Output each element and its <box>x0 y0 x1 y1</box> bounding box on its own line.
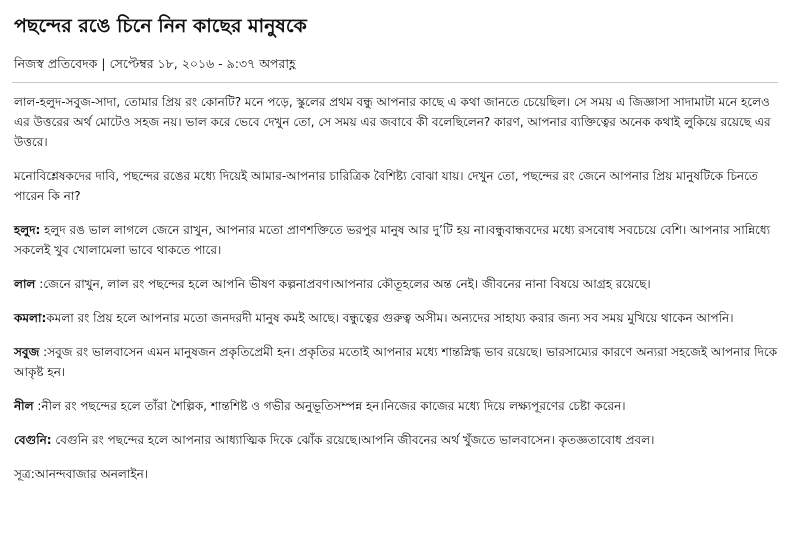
color-label-purple: বেগুনি: <box>14 433 52 447</box>
paragraph-text: :নীল রং পছন্দের হলে তাঁরা শৈল্পিক, শান্তশিষ্ট ও গভীর অনুভূতিসম্পন্ন হন।নিজের কাজের মধ্যে দিয়ে লক্ষ্যপূরণের চেষ্টা করেন। <box>33 399 626 413</box>
color-paragraph-blue <box>14 396 786 416</box>
color-paragraph-green <box>14 342 786 382</box>
article-title: পছন্দের রঙে চিনে নিন কাছের মানুষকে <box>14 15 307 37</box>
color-paragraph-orange <box>14 308 786 328</box>
paragraph-text: :জেনে রাখুন, লাল রং পছন্দের হলে আপনি ভীষণ কল্পনাপ্রবণ।আপনার কৌতূহলের অন্ত নেই। জীবনের নানা বিষয়ে আগ্রহ রয়েছে। <box>35 277 651 291</box>
color-paragraph-red <box>14 274 786 294</box>
article-byline <box>14 56 296 76</box>
byline-separator: | <box>101 56 106 71</box>
article-source: সূত্র:আনন্দবাজার অনলাইন। <box>14 467 149 481</box>
article-paragraph <box>14 166 786 206</box>
byline-divider <box>12 82 778 83</box>
paragraph-text: বেগুনি রং পছন্দের হলে আপনার আধ্যাত্মিক দিকে ঝোঁক রয়েছে।আপনি জীবনের অর্থ খুঁজতে ভালবাসেন। কৃতজ্ঞতাবোধ প্রবল। <box>51 433 655 447</box>
color-label-red: লাল <box>14 277 36 291</box>
color-label-blue: নীল <box>14 399 34 413</box>
color-label-yellow: হলুদ: <box>14 223 41 237</box>
paragraph-text: কমলা রং প্রিয় হলে আপনার মতো জনদরদী মানুষ কমই আছে। বন্ধুত্বের গুরুত্ব অসীম। অন্যদের সাহায্য করার জন্য সব সময় মুখিয়ে থাকেন আপনি। <box>46 311 734 325</box>
paragraph-text: লাল-হলুদ-সবুজ-সাদা, তোমার প্রিয় রং কোনটি? মনে পড়ে, স্কুলের প্রথম বন্ধু আপনার কাছে এ কথা জানতে চেয়েছিল। সে সময় এ জিজ্ঞাসা সাদামাটা মনে হলেও এর উত্তরের অর্থ মোটেও সহজ নয়। ভাল করে ভেবে দেখুন তো, সে সময় এর জবাবে কী বলেছিলেন? কারণ, আপনার ব্যক্তিত্বের অনেক কথাই লুকিয়ে রয়েছে এর উত্তরে। <box>14 95 771 149</box>
color-paragraph-purple <box>14 430 786 450</box>
color-paragraph-yellow <box>14 220 786 260</box>
paragraph-text: :সবুজ রং ভালবাসেন এমন মানুষজন প্রকৃতিপ্রেমী হন। প্রকৃতির মতোই আপনার মধ্যে শান্তস্নিগ্ধ ভাব রয়েছে। ভারসাম্যের কারণে অন্যরা সহজেই আপনার দিকে আকৃষ্ট হন। <box>14 345 778 379</box>
article-paragraph <box>14 92 786 152</box>
paragraph-text: হলুদ রঙ ভাল লাগলে জেনে রাখুন, আপনার মতো প্রাণশক্তিতে ভরপুর মানুষ আর দু’টি হয় না।বন্ধুবান্ধবদের মধ্যে রসবোধ সবচেয়ে বেশি। আপনার সান্নিধ্যে সকলেই খুব খোলামেলা ভাবে থাকতে পারে। <box>14 223 771 257</box>
color-label-green: সবুজ <box>14 345 40 359</box>
color-label-orange: কমলা: <box>14 311 47 325</box>
article-body <box>14 92 786 498</box>
paragraph-text: মনোবিশ্লেষকদের দাবি, পছন্দের রঙের মধ্যে দিয়েই আমার-আপনার চারিত্রিক বৈশিষ্ট্য বোঝা যায়। দেখুন তো, পছন্দের রং জেনে আপনার প্রিয় মানুষটিকে চিনতে পারেন কি না? <box>14 169 758 203</box>
byline-datetime: সেপ্টেম্বর ১৮, ২০১৬ - ৯:৩৭ অপরাহ্ণ <box>109 56 296 71</box>
byline-author: নিজস্ব প্রতিবেদক <box>14 56 98 71</box>
